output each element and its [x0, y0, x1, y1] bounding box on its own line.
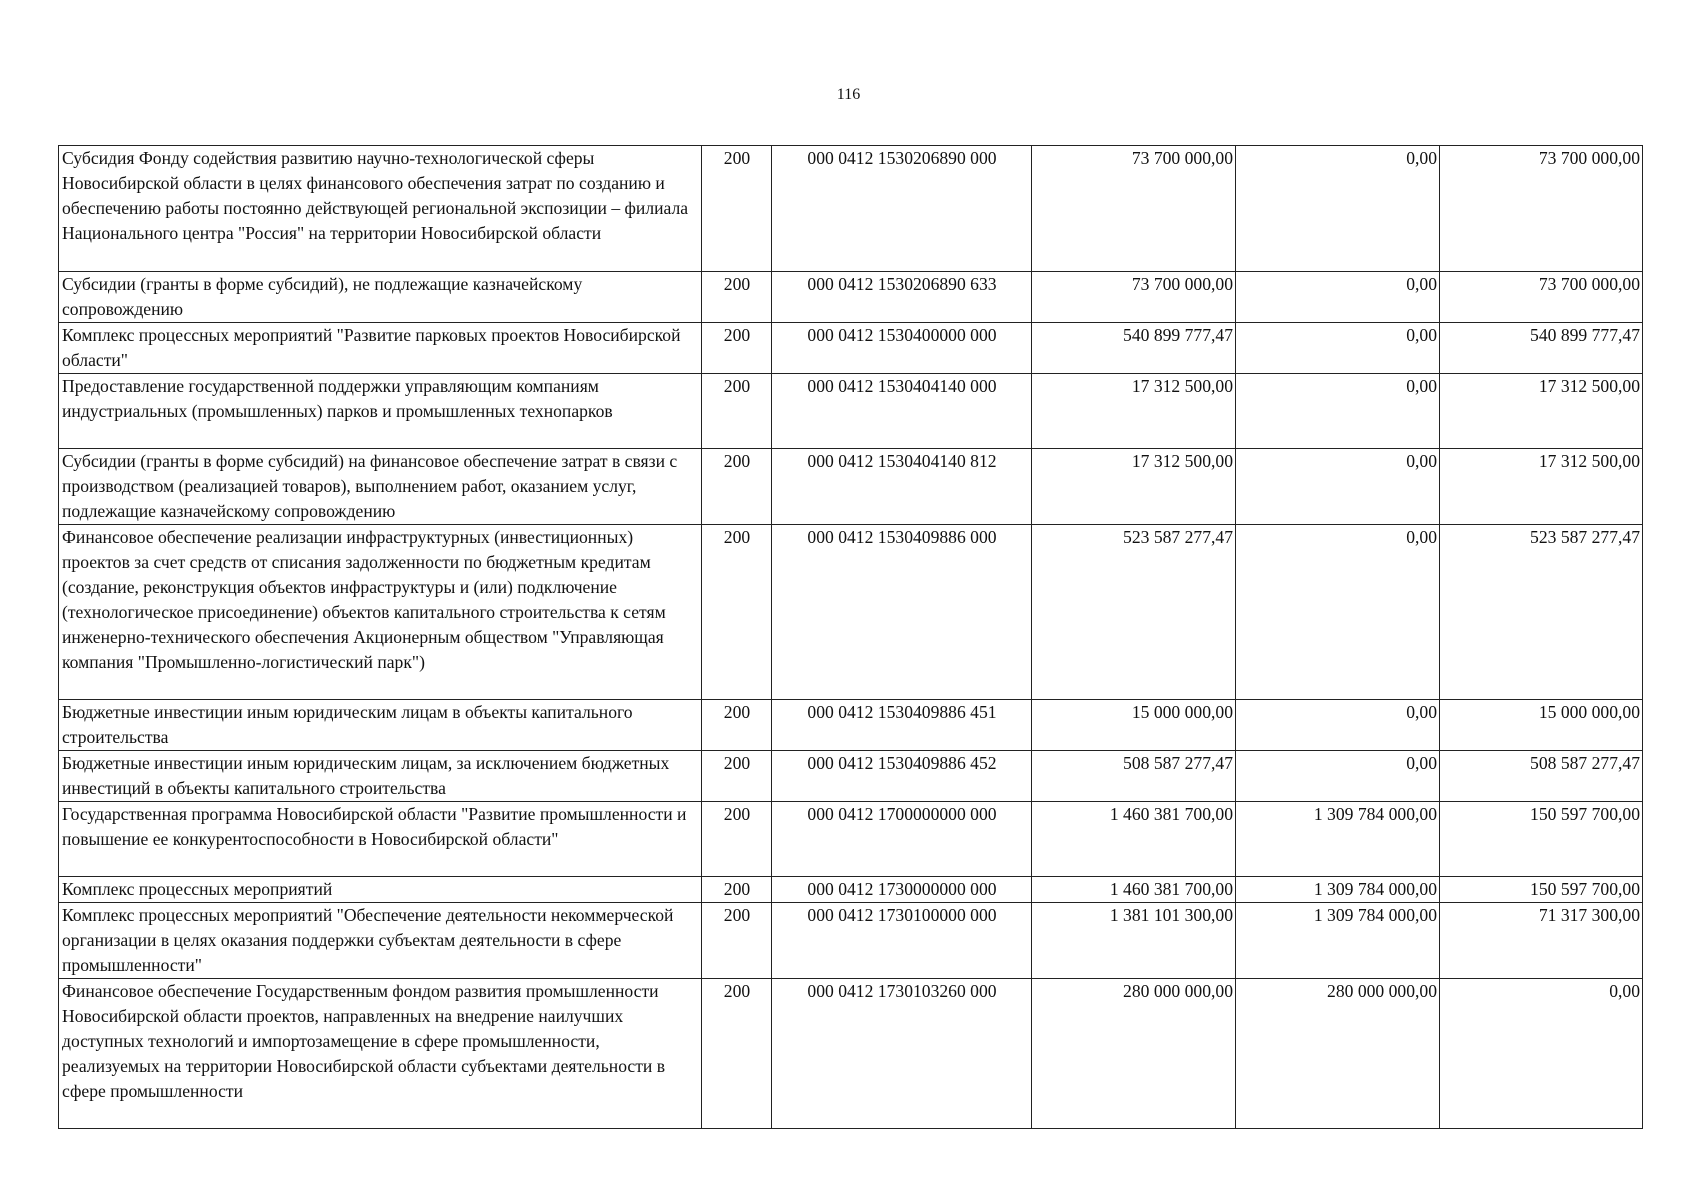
row-code: 200	[702, 449, 772, 525]
row-code: 200	[702, 700, 772, 751]
row-approved: 15 000 000,00	[1032, 700, 1236, 751]
row-approved: 280 000 000,00	[1032, 979, 1236, 1129]
table-row	[59, 700, 1643, 751]
table-row	[59, 979, 1643, 1129]
row-name: Комплекс процессных мероприятий "Обеспечение деятельности некоммерческой организации в целях оказания поддержки субъектам деятельности в сфере промышленности"	[59, 903, 702, 979]
row-code: 200	[702, 525, 772, 700]
row-classification: 000 0412 1530409886 452	[772, 751, 1032, 802]
row-remaining: 17 312 500,00	[1440, 449, 1643, 525]
table-row	[59, 374, 1643, 449]
row-executed: 1 309 784 000,00	[1236, 877, 1440, 903]
row-code: 200	[702, 374, 772, 449]
row-executed: 0,00	[1236, 323, 1440, 374]
row-approved: 1 460 381 700,00	[1032, 802, 1236, 877]
row-executed: 0,00	[1236, 751, 1440, 802]
row-classification: 000 0412 1730000000 000	[772, 877, 1032, 903]
row-name: Государственная программа Новосибирской области "Развитие промышленности и повышение ее конкурентоспособности в Новосибирской области"	[59, 802, 702, 877]
row-name: Субсидии (гранты в форме субсидий) на финансовое обеспечение затрат в связи с производством (реализацией товаров), выполнением работ, оказанием услуг, подлежащие казначейскому сопровождению	[59, 449, 702, 525]
table-row	[59, 877, 1643, 903]
row-classification: 000 0412 1730103260 000	[772, 979, 1032, 1129]
row-remaining: 71 317 300,00	[1440, 903, 1643, 979]
row-code: 200	[702, 802, 772, 877]
row-remaining: 15 000 000,00	[1440, 700, 1643, 751]
row-name: Бюджетные инвестиции иным юридическим лицам, за исключением бюджетных инвестиций в объекты капитального строительства	[59, 751, 702, 802]
row-remaining: 17 312 500,00	[1440, 374, 1643, 449]
row-executed: 280 000 000,00	[1236, 979, 1440, 1129]
row-name: Предоставление государственной поддержки управляющим компаниям индустриальных (промышленных) парков и промышленных технопарков	[59, 374, 702, 449]
table-row	[59, 146, 1643, 272]
row-code: 200	[702, 877, 772, 903]
row-remaining: 150 597 700,00	[1440, 802, 1643, 877]
table-row	[59, 525, 1643, 700]
table-row	[59, 802, 1643, 877]
row-approved: 523 587 277,47	[1032, 525, 1236, 700]
row-remaining: 150 597 700,00	[1440, 877, 1643, 903]
row-executed: 0,00	[1236, 146, 1440, 272]
row-remaining: 508 587 277,47	[1440, 751, 1643, 802]
row-name: Финансовое обеспечение Государственным фондом развития промышленности Новосибирской области проектов, направленных на внедрение наилучших доступных технологий и импортозамещение в сфере промышленности, реализуемых на территории Новосибирской области субъектами деятельности в сфере промышленности	[59, 979, 702, 1129]
row-classification: 000 0412 1730100000 000	[772, 903, 1032, 979]
row-remaining: 73 700 000,00	[1440, 146, 1643, 272]
row-executed: 0,00	[1236, 272, 1440, 323]
row-classification: 000 0412 1530400000 000	[772, 323, 1032, 374]
row-classification: 000 0412 1530206890 633	[772, 272, 1032, 323]
table-row	[59, 751, 1643, 802]
row-code: 200	[702, 146, 772, 272]
row-executed: 0,00	[1236, 525, 1440, 700]
row-name: Комплекс процессных мероприятий	[59, 877, 702, 903]
row-name: Субсидия Фонду содействия развитию научно-технологической сферы Новосибирской области в целях финансового обеспечения затрат по созданию и обеспечению работы постоянно действующей региональной экспозиции – филиала Национального центра "Россия" на территории Новосибирской области	[59, 146, 702, 272]
table-row	[59, 449, 1643, 525]
row-executed: 0,00	[1236, 449, 1440, 525]
row-approved: 508 587 277,47	[1032, 751, 1236, 802]
row-approved: 73 700 000,00	[1032, 146, 1236, 272]
row-approved: 540 899 777,47	[1032, 323, 1236, 374]
row-name: Субсидии (гранты в форме субсидий), не подлежащие казначейскому сопровождению	[59, 272, 702, 323]
budget-table	[58, 145, 1643, 1129]
row-remaining: 523 587 277,47	[1440, 525, 1643, 700]
row-classification: 000 0412 1530409886 000	[772, 525, 1032, 700]
row-classification: 000 0412 1530206890 000	[772, 146, 1032, 272]
table-row	[59, 903, 1643, 979]
row-executed: 1 309 784 000,00	[1236, 802, 1440, 877]
row-classification: 000 0412 1700000000 000	[772, 802, 1032, 877]
row-name: Финансовое обеспечение реализации инфраструктурных (инвестиционных) проектов за счет средств от списания задолженности по бюджетным кредитам (создание, реконструкция объектов инфраструктуры и (или) подключение (технологическое присоединение) объектов капитального строительства к сетям инженерно-технического обеспечения Акционерным обществом "Управляющая компания "Промышленно-логистический парк")	[59, 525, 702, 700]
row-executed: 1 309 784 000,00	[1236, 903, 1440, 979]
row-remaining: 0,00	[1440, 979, 1643, 1129]
row-approved: 17 312 500,00	[1032, 374, 1236, 449]
row-name: Комплекс процессных мероприятий "Развитие парковых проектов Новосибирской области"	[59, 323, 702, 374]
row-approved: 1 460 381 700,00	[1032, 877, 1236, 903]
row-classification: 000 0412 1530409886 451	[772, 700, 1032, 751]
page-number: 116	[836, 86, 861, 103]
row-code: 200	[702, 751, 772, 802]
row-executed: 0,00	[1236, 700, 1440, 751]
row-code: 200	[702, 903, 772, 979]
row-remaining: 73 700 000,00	[1440, 272, 1643, 323]
row-approved: 1 381 101 300,00	[1032, 903, 1236, 979]
row-approved: 73 700 000,00	[1032, 272, 1236, 323]
row-classification: 000 0412 1530404140 000	[772, 374, 1032, 449]
row-name: Бюджетные инвестиции иным юридическим лицам в объекты капитального строительства	[59, 700, 702, 751]
table-row	[59, 272, 1643, 323]
table-row	[59, 323, 1643, 374]
row-approved: 17 312 500,00	[1032, 449, 1236, 525]
row-executed: 0,00	[1236, 374, 1440, 449]
row-code: 200	[702, 979, 772, 1129]
row-remaining: 540 899 777,47	[1440, 323, 1643, 374]
row-code: 200	[702, 272, 772, 323]
row-code: 200	[702, 323, 772, 374]
row-classification: 000 0412 1530404140 812	[772, 449, 1032, 525]
